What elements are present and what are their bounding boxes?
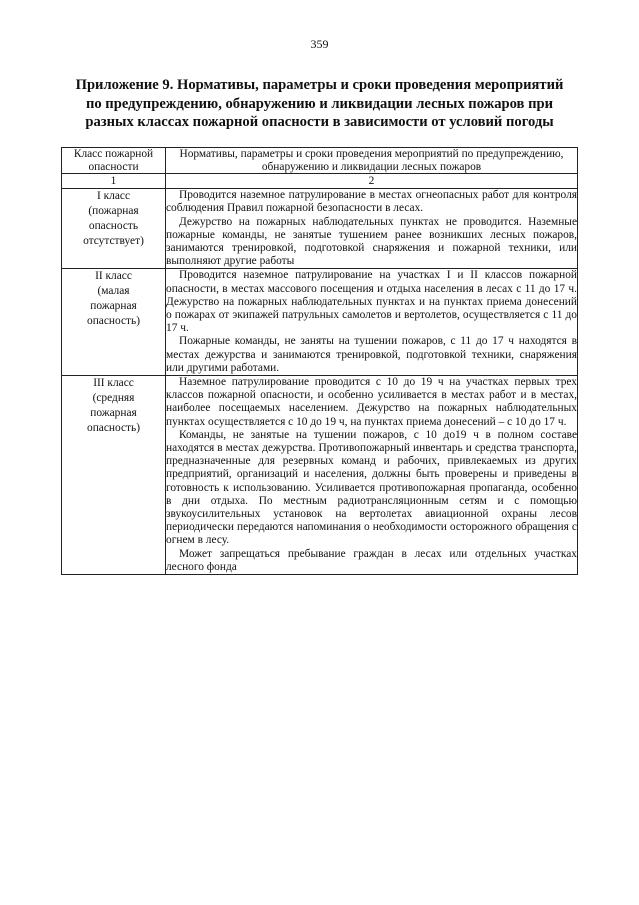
table-row-class-1 [62, 189, 578, 269]
measures-paragraph: Проводится наземное патрулирование на участках I и II классов пожарной опасности, в местах массового посещения и отдыха населения в лесах с 11 до 17 ч. Дежурство на пожарных наблюдательных пунктах и на пунктах приема донесений о пожарах от экипажей патрульных самолетов и вертолетов, осуществляется с 11 до 17 ч. [166, 269, 577, 335]
fire-class-line: пожарная [90, 300, 137, 313]
fire-class-line: (пожарная [88, 205, 139, 218]
fire-class-cell [62, 189, 166, 269]
measures-paragraph: Дежурство на пожарных наблюдательных пунктах не проводится. Наземные пожарные команды, не занятые тушением ранее возникших лесных пожаров, занимаются тренировкой, подготовкой снаряжения и пожарной техники, или выполняют другие работы [166, 215, 577, 268]
column-number-1: 1 [62, 174, 166, 189]
fire-class-line: опасность) [87, 422, 140, 435]
table-header-row [62, 148, 578, 174]
fire-class-line: III класс [93, 377, 134, 390]
fire-class-line: опасность [88, 220, 139, 233]
fire-class-line: I класс [96, 190, 131, 203]
measures-paragraph: Наземное патрулирование проводится с 10 до 19 ч на участках первых трех классов пожарной опасности, и особенно усиливается в местах работ и в местах, наиболее посещаемых населением. Дежурство на пожарных наблюдательных пунктах осуществляется с 10 до 19 ч, на пунктах приема донесений – с 10 до 17 ч. [166, 376, 577, 428]
fire-class-cell [62, 269, 166, 376]
page-number: 359 [310, 37, 329, 51]
fire-danger-norms-table [61, 147, 578, 575]
fire-class-line: опасность) [87, 315, 140, 328]
fire-class-cell [62, 376, 166, 575]
title-line: Приложение 9. Нормативы, параметры и сроки проведения мероприятий [75, 77, 564, 93]
measures-paragraph: Команды, не занятые на тушении пожаров, с 10 до19 ч в полном составе находятся в местах дежурства. Противопожарный инвентарь и средства транспорта, предназначенные для резервных команд и рабочих, привлекаемых из других предприятий, организаций и населения, должны быть проверены и приведены в готовность к использованию. Усиливается противопожарная пропаганда, особенно в дни отдыха. По местным радиотрансляционным сетям и с помощью звукоусилительных установок на вертолетах авиационной охраны лесов периодически передаются напоминания о необходимости осторожного обращения с огнем в лесу. [166, 428, 577, 547]
measures-cell [166, 189, 578, 269]
table-row-class-2 [62, 269, 578, 376]
appendix-title [64, 76, 575, 132]
measures-cell [166, 376, 578, 575]
fire-class-line: отсутствует) [83, 235, 144, 248]
measures-paragraph: Пожарные команды, не заняты на тушении пожаров, с 11 до 17 ч находятся в местах дежурства и занимаются тренировкой, подготовкой техники, снаряжения или другими работами. [166, 335, 577, 374]
fire-class-line: (средняя [92, 392, 135, 405]
fire-class-line: II класс [95, 270, 132, 283]
column-number-2: 2 [166, 174, 578, 189]
table-numbering-row [62, 174, 578, 189]
measures-paragraph: Проводится наземное патрулирование в местах огнеопасных работ для контроля соблюдения Правил пожарной безопасности в лесах. [166, 189, 577, 215]
fire-class-line: (малая [97, 285, 130, 298]
header-fire-danger-class: Класс пожарной опасности [62, 148, 166, 174]
table-row-class-3 [62, 376, 578, 575]
measures-cell [166, 269, 578, 376]
measures-paragraph: Может запрещаться пребывание граждан в лесах или отдельных участках лесного фонда [166, 547, 577, 573]
title-line: разных классах пожарной опасности в зависимости от условий погоды [85, 114, 554, 130]
header-norms-and-measures: Нормативы, параметры и сроки проведения мероприятий по предупреждению, обнаружению и ликвидации лесных пожаров [166, 148, 578, 174]
title-line: по предупреждению, обнаружению и ликвидации лесных пожаров при [85, 95, 554, 112]
fire-class-line: пожарная [90, 407, 137, 420]
